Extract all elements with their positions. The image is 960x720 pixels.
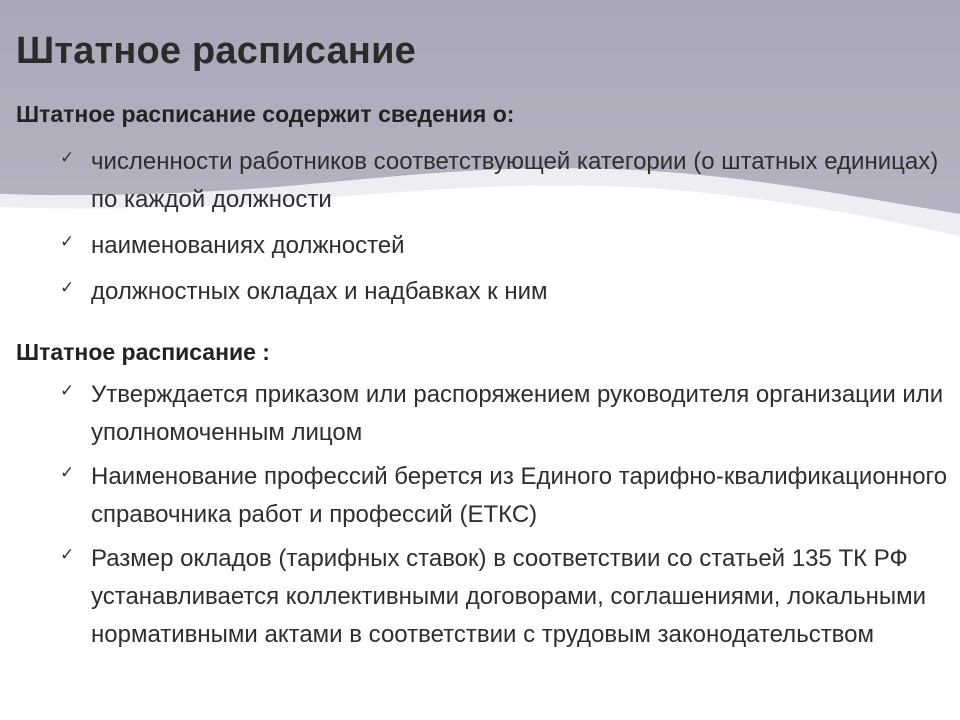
list-item-text: Наименование профессий берется из Единого тарифно-квалификационного справочника работ и профессий (ЕТКС) — [91, 463, 948, 528]
list-item-text: численности работников соответствующей категории (о штатных единицах) по каждой должности — [91, 148, 939, 213]
list-item-text: наименованиях должностей — [91, 232, 405, 259]
list-item — [0, 458, 951, 534]
contents-list — [0, 143, 951, 311]
list-item — [0, 273, 951, 311]
list-item-text: Размер окладов (тарифных ставок) в соответствии со статьей 135 ТК РФ устанавливается коллективными договорами, соглашениями, локальными нормативными актами в соответствии с трудовым законодательством — [91, 545, 927, 648]
checkmark-icon: ✓ — [60, 463, 75, 482]
list-item-text: должностных окладах и надбавках к ним — [91, 278, 548, 305]
section-heading-contents: Штатное расписание содержит сведения о: — [16, 101, 515, 127]
checkmark-icon: ✓ — [60, 381, 75, 400]
rules-list — [0, 376, 951, 654]
checkmark-icon: ✓ — [60, 232, 75, 251]
checkmark-icon: ✓ — [60, 148, 75, 167]
checkmark-icon: ✓ — [60, 545, 75, 564]
section-heading-rules: Штатное расписание : — [16, 339, 270, 365]
checkmark-icon: ✓ — [60, 278, 75, 297]
list-item — [0, 143, 951, 219]
list-item — [0, 227, 951, 265]
list-item — [0, 540, 951, 654]
list-item-text: Утверждается приказом или распоряжением руководителя организации или уполномоченным лицом — [91, 381, 944, 446]
slide-title: Штатное расписание — [16, 30, 416, 72]
list-item — [0, 376, 951, 452]
